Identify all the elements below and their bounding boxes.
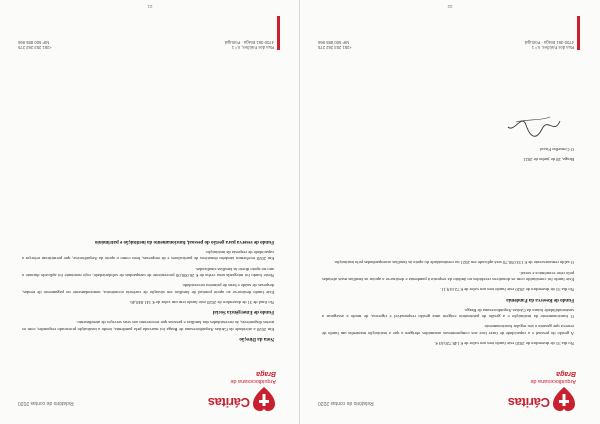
handwritten-signature xyxy=(504,113,564,143)
paragraph: Este fundo foi constituído com os donativos recebidos no âmbito da resposta à pandemia e destina-se a apoiar as famílias mais afetadas pela crise económica e social. xyxy=(322,270,574,282)
paragraph: A gestão do pessoal e a capacidade de fazer face aos compromissos assumidos obrigam a que a instituição mantenha um fundo de reserva que garanta o seu regular funcionamento. xyxy=(322,324,574,336)
paragraph: Em 2020 a atividade da Cáritas Arquidiocesana de Braga foi marcada pela pandemia, tendo a instituição procurado responder, com os meios disponíveis, às necessidades das famílias e pessoas que recorreram aos seus serviços de atendimento. xyxy=(22,320,274,332)
caritas-logo xyxy=(508,358,580,414)
section-heading: Nota da Direção xyxy=(239,336,274,341)
footer-line: +351 253 262 275 xyxy=(318,45,352,50)
footer-line: NIF 500 885 866 xyxy=(318,39,350,45)
sign-date: Braga, 28 de junho de 2021 xyxy=(523,157,574,162)
logo-city: Braga xyxy=(556,370,576,377)
footer-accent-bar xyxy=(577,16,580,50)
paragraph: No final de 31 de dezembro de 2020 este fundo tem um valor de € 141.848,46. xyxy=(129,299,274,305)
paragraph: No dia 31 de dezembro de 2020 este fundo tem um valor de € 72.619,11. xyxy=(440,287,574,293)
footer-contacts xyxy=(18,39,52,50)
footer-address xyxy=(225,39,274,50)
document-label: Relatório de contas 2020 xyxy=(18,400,74,406)
paragraph: Neste fundo foi integrada uma verba de € 26.000,00 proveniente de campanhas de solidariedade, cujo montante foi aplicado durante o ano no apoio direto às famílias sinalizadas. xyxy=(22,266,274,278)
paragraph: O saldo remanescente de € 133.050,70 será aplicado em 2021 na continuidade do apoio às famílias acompanhadas pela instituição. xyxy=(333,260,574,266)
footer-line: 4700-361 Braga · Portugal xyxy=(224,39,274,45)
page-body xyxy=(22,234,274,346)
section-heading: Fundo de Reserva da Pandemia xyxy=(506,296,574,302)
footer-line: +351 253 262 275 xyxy=(18,45,52,50)
page-body xyxy=(322,255,574,346)
section-heading: Fundo de reserva para gestão do pessoal, funcionamento da instituição e património xyxy=(94,238,274,244)
caritas-cross-heart-icon xyxy=(552,386,576,412)
page-footer xyxy=(318,10,580,50)
footer-accent-bar xyxy=(277,16,280,50)
footer-line: Rua dos Falcões, n.º 1 xyxy=(231,45,274,50)
caritas-logo xyxy=(208,358,280,414)
paragraph: O funcionamento da instituição e a gestão do património exigem uma gestão responsável e rigorosa, de modo a assegurar a sustentabilidade futura da Cáritas Arquidiocesana de Braga. xyxy=(322,307,574,320)
footer-address xyxy=(525,39,574,50)
section-heading: Fundo de Emergência Social xyxy=(213,309,274,315)
logo-subtitle: Arquidiocesana de xyxy=(530,378,576,384)
logo-subtitle: Arquidiocesana de xyxy=(230,378,276,384)
page-footer xyxy=(18,10,280,50)
sign-role: O Conselho Fiscal xyxy=(540,146,574,152)
page-number: 21 xyxy=(147,4,153,9)
paragraph: Este fundo destina-se ao apoio pontual de famílias em situação de carência económica, nomeadamente no pagamento de rendas, despesas de saúde e bens de primeira necessidade. xyxy=(22,283,274,295)
paragraph: No dia 31 de dezembro de 2020 este fundo tem um valor de € 148.720,63 €. xyxy=(434,341,574,346)
signature-block xyxy=(322,113,574,162)
document-label: Relatório de contas 2020 xyxy=(318,400,374,406)
page-header xyxy=(318,354,580,414)
page-header xyxy=(18,354,280,414)
footer-contacts xyxy=(318,39,352,50)
logo-name: Cáritas xyxy=(208,395,250,410)
footer-line: Rua dos Falcões, n.º 1 xyxy=(531,45,574,50)
caritas-cross-heart-icon xyxy=(252,386,276,412)
paragraph: Em 2020 recebemos também donativos de particulares e de empresas, bem como o apoio da Arquidiocese, que permitiram reforçar a capacidade de resposta da instituição. xyxy=(22,250,274,262)
document-page-right xyxy=(300,0,600,424)
page-number: 22 xyxy=(447,4,453,9)
logo-city: Braga xyxy=(256,370,276,377)
footer-line: NIF 500 885 866 xyxy=(18,39,50,45)
footer-line: 4700-361 Braga · Portugal xyxy=(524,39,574,45)
logo-name: Cáritas xyxy=(508,395,550,410)
